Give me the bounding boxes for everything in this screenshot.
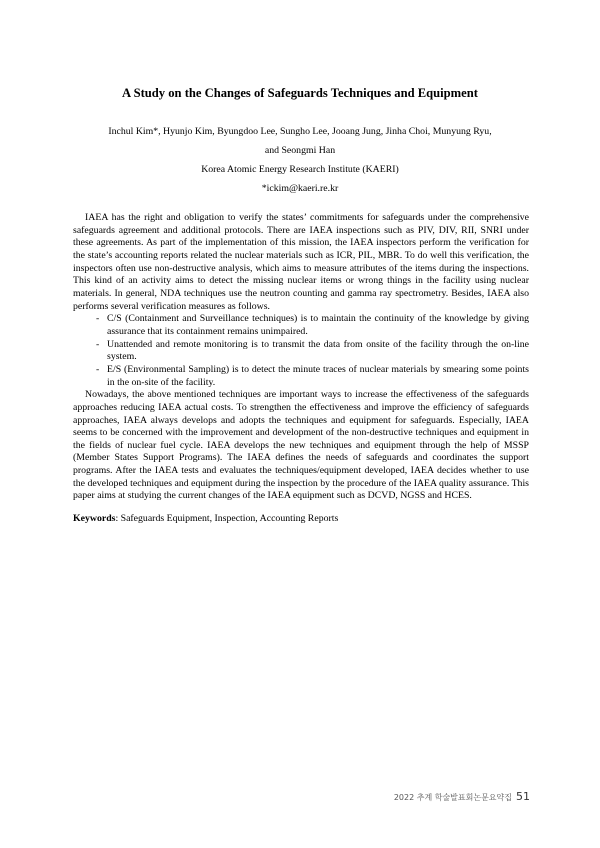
bullet-marker: - [96,338,100,350]
page-number: 51 [516,790,530,803]
keywords-label: Keywords [73,513,116,525]
verification-measures-list [73,313,529,389]
bullet-marker: - [96,313,100,325]
list-item-text: E/S (Environmental Sampling) is to detect the minute traces of nuclear materials by smearing some points in the on-site of the facility. [107,363,529,388]
paper-title: A Study on the Changes of Safeguards Techniques and Equipment [122,86,478,100]
bullet-marker: - [96,363,100,375]
authors-line-1: Inchul Kim*, Hyunjo Kim, Byungdoo Lee, Sungho Lee, Jooang Jung, Jinha Choi, Munyung Ryu, [108,126,492,137]
paragraph-1: IAEA has the right and obligation to verify the states’ commitments for safeguards under the comprehensive safeguards agreement and additional protocols. There are IAEA inspections such as PIV, DIV, RII, SNRI under these agreements. As part of the implementation of this mission, the IAEA inspectors perform the verification for the state’s accounting reports related the nuclear materials such as ICR, PIL, MBR. To do well this verification, the inspectors often use non-destructive analysis, which aims to measure attributes of the items during the inspections. This kind of an activity aims to detect the missing nuclear items or wrong things in the facility using nuclear materials. In general, NDA techniques use the neutron counting and gamma ray spectrometry. Besides, IAEA also performs several verification measures as follows. [73,212,529,312]
paragraph-2: Nowadays, the above mentioned techniques are important ways to increase the effectiveness of the safeguards approaches reducing IAEA actual costs. To strengthen the effectiveness and improve the efficiency of safeguards approaches, IAEA always develops and adopts the techniques and equipment for safeguards. Especially, IAEA seems to be concerned with the improvement and development of the non-destructive techniques and equipment in the fields of nuclear fuel cycle. IAEA develops the new techniques and equipment through the help of MSSP (Member States Support Programs). The IAEA defines the needs of safeguards and coordinates the support programs. After the IAEA tests and evaluates the techniques/equipment developed, IAEA decides whether to use the developed techniques and equipment during the inspection by the procedure of the IAEA quality assurance. This paper aims at studying the current changes of the IAEA equipment such as DCVD, NGSS and HCES. [73,389,529,502]
page-footer [380,790,530,803]
authors-line-2: and Seongmi Han [264,145,336,156]
abstract-body [73,212,529,526]
corresponding-email: *ickim@kaeri.re.kr [261,183,339,194]
keywords-text: : Safeguards Equipment, Inspection, Accounting Reports [115,513,339,525]
affiliation: Korea Atomic Energy Research Institute (KAERI) [201,164,399,175]
proceedings-title: 2022 추계 학술발표회논문요약집 [393,793,512,802]
list-item-text: C/S (Containment and Surveillance techniques) is to maintain the continuity of the knowledge by giving assurance that its containment remains unimpaired. [107,313,529,337]
keywords [73,513,529,526]
list-item [73,339,529,364]
list-item-text: Unattended and remote monitoring is to transmit the data from onsite of the facility through the on-line system. [107,338,529,363]
author-block [60,122,540,198]
list-item [73,364,529,389]
list-item [73,313,529,338]
